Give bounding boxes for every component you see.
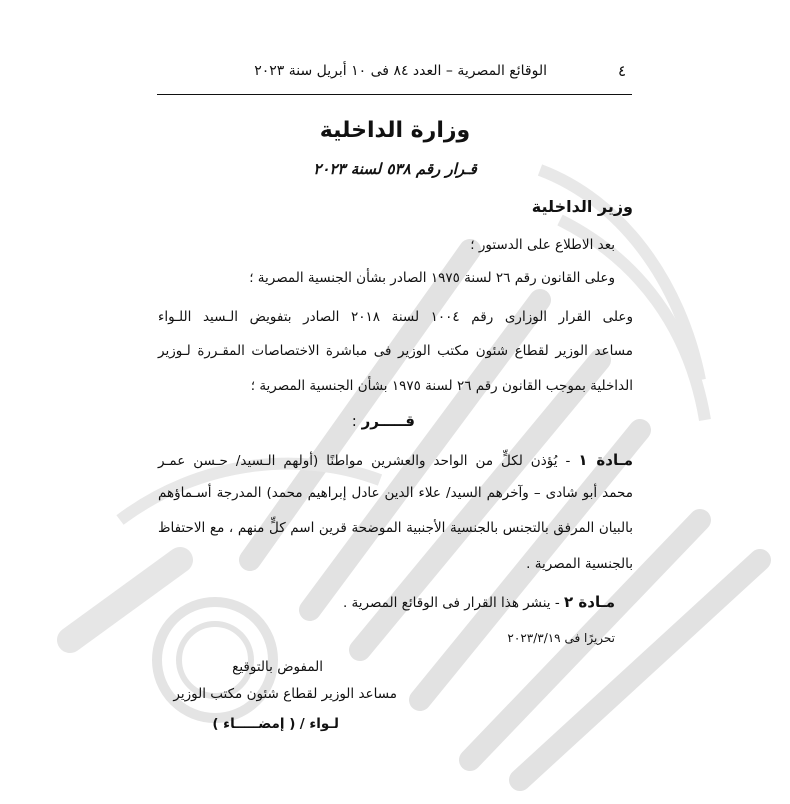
article-1-line — [158, 451, 633, 469]
page-number: ٤ — [618, 62, 627, 80]
preamble-line: بعد الاطلاع على الدستور ؛ — [470, 237, 615, 253]
page-header-title: الوقائع المصرية – العدد ٨٤ فى ١٠ أبريل سنة ٢٠٢٣ — [254, 63, 547, 79]
ministry-title: وزارة الداخلية — [319, 118, 471, 143]
signature-rank-line — [212, 716, 339, 732]
signature-delegate: المفوض بالتوقيع — [232, 659, 323, 675]
article-1-line: بالبيان المرفق بالتجنس بالجنسية الأجنبية الموضحة قرين اسم كلٍّ منهم ، مع الاحتفاظ — [158, 520, 633, 536]
signature-position: مساعد الوزير لقطاع شئون مكتب الوزير — [173, 686, 397, 702]
article-1-label: مـادة ١ — [578, 451, 633, 469]
date-line: تحريرًا فى ٢٠٢٣/٣/١٩ — [507, 631, 615, 645]
decides-colon: : — [351, 412, 357, 430]
preamble-line: مساعد الوزير لقطاع شئون مكتب الوزير فى مباشرة الاختصاصات المقـررة لـوزير — [158, 343, 633, 359]
header-divider — [157, 94, 632, 95]
preamble-line: وعلى القرار الوزارى رقم ١٠٠٤ لسنة ٢٠١٨ الصادر بتفويض الـسيد اللـواء — [158, 309, 633, 325]
decree-title: قـرار رقم ٥٣٨ لسنة ٢٠٢٣ — [313, 160, 477, 178]
article-2-line — [343, 593, 615, 611]
signature-rank: لـواء / — [299, 716, 339, 732]
preamble-line: وعلى القانون رقم ٢٦ لسنة ١٩٧٥ الصادر بشأن الجنسية المصرية ؛ — [249, 270, 615, 286]
preamble-line: الداخلية بموجب القانون رقم ٢٦ لسنة ١٩٧٥ بشأن الجنسية المصرية ؛ — [250, 378, 633, 394]
article-1-line: بالجنسية المصرية . — [526, 556, 633, 572]
article-1-text: - يُؤذن لكلٍّ من الواحد والعشرين مواطنًا (أولهم الـسيد/ حـسن عمـر — [158, 453, 571, 469]
minister-heading: وزير الداخلية — [531, 197, 633, 216]
decides-label: قـــــرر — [361, 412, 415, 430]
article-2-text: - ينشر هذا القرار فى الوقائع المصرية . — [342, 595, 560, 611]
article-2-label: مـادة ٢ — [564, 593, 615, 611]
signature-signed: ( إمضـــــاء ) — [212, 716, 296, 732]
decides-heading — [352, 412, 415, 430]
article-1-line: محمد أبو شادى – وآخرهم السيد/ علاء الدين عادل إبراهيم محمد) المدرجة أسـماؤهم — [158, 485, 633, 501]
